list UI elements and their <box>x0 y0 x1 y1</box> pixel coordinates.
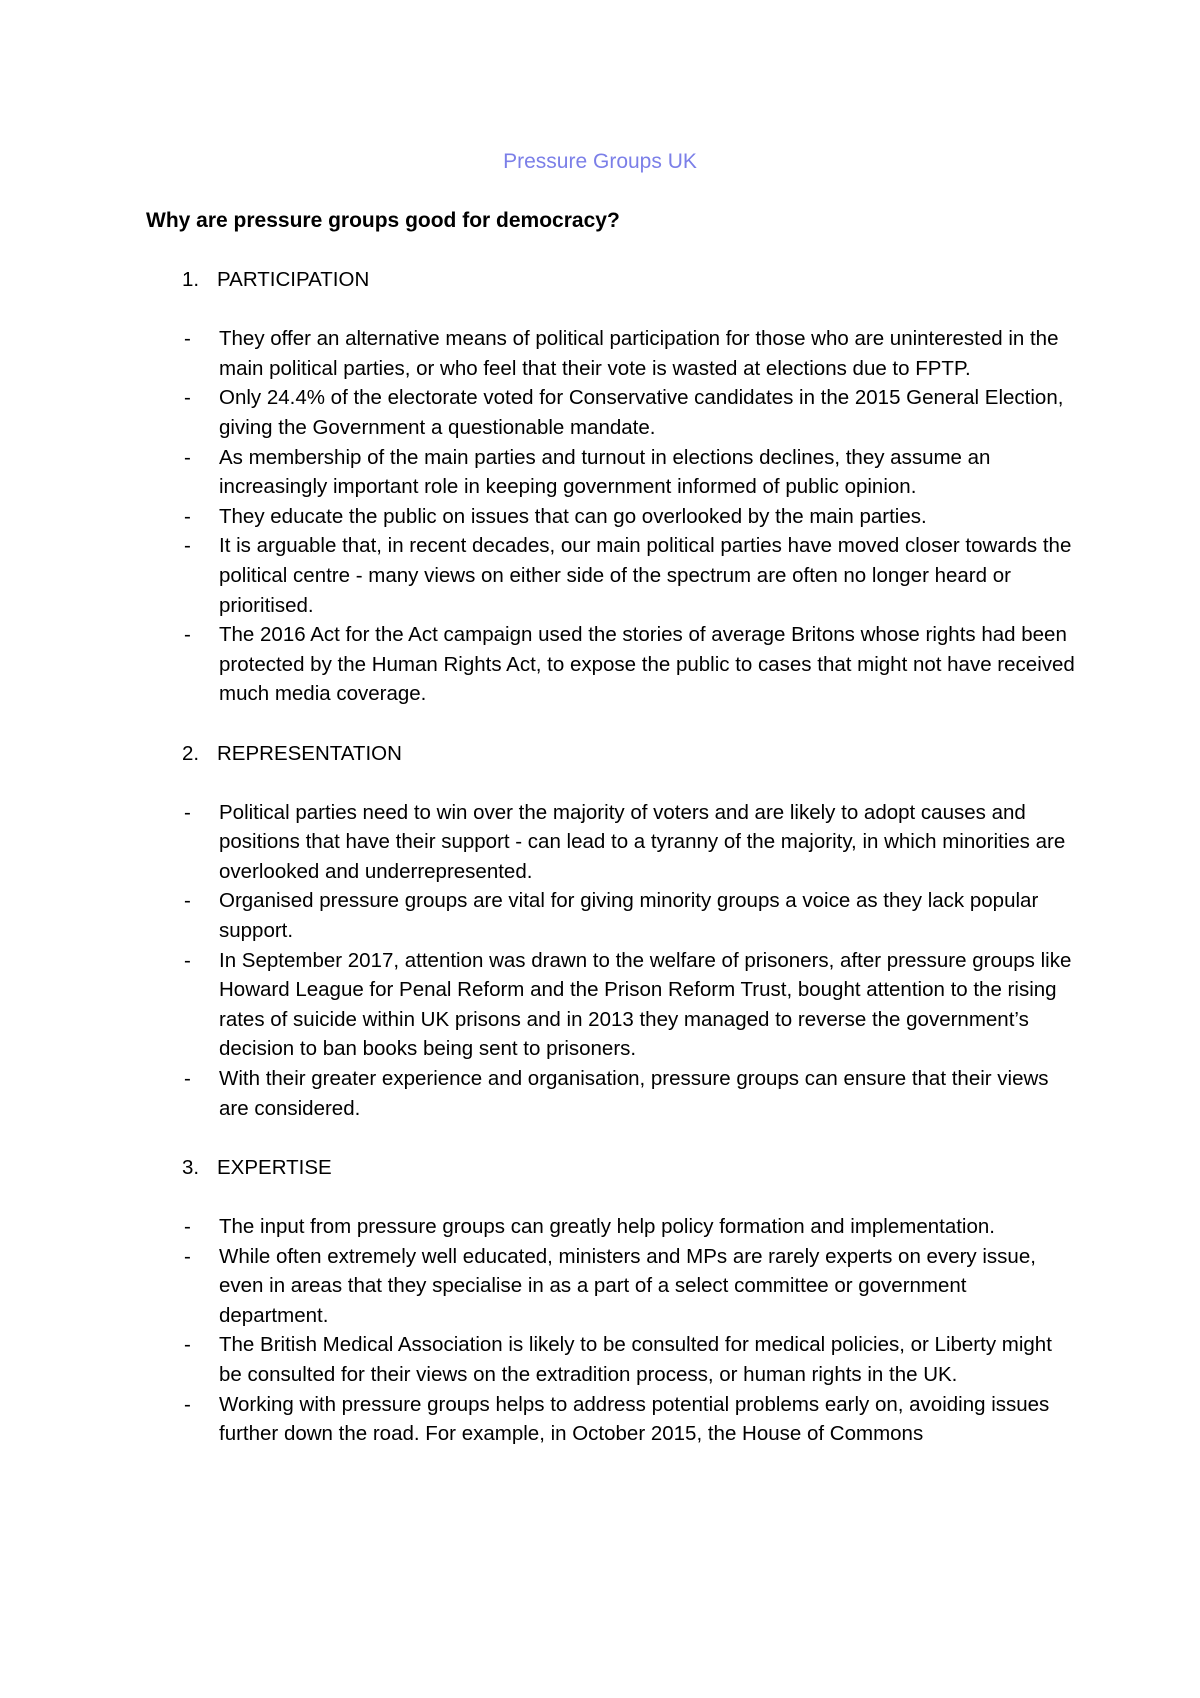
list-item <box>146 1064 1076 1123</box>
list-item-text: The input from pressure groups can greatly help policy formation and implementation. <box>219 1215 995 1238</box>
dash-bullet-icon: - <box>184 386 191 410</box>
bullet-list-participation <box>146 324 1076 709</box>
list-item-text: Only 24.4% of the electorate voted for Conservative candidates in the 2015 General Election, giving the Government a questionable mandate. <box>219 386 1064 439</box>
question-heading: Why are pressure groups good for democracy? <box>146 209 620 232</box>
dash-bullet-icon: - <box>184 1333 191 1357</box>
dash-bullet-icon: - <box>184 1392 191 1416</box>
dash-bullet-icon: - <box>184 1244 191 1268</box>
list-item-text: They offer an alternative means of political participation for those who are uninterested in the main political parties, or who feel that their vote is wasted at elections due to FPTP. <box>219 327 1059 380</box>
list-item-text: With their greater experience and organisation, pressure groups can ensure that their views are considered. <box>219 1067 1049 1120</box>
list-item-text: Organised pressure groups are vital for giving minority groups a voice as they lack popular support. <box>219 889 1039 943</box>
list-item <box>146 1212 1076 1242</box>
bullet-list-expertise <box>146 1212 1076 1449</box>
section-title: REPRESENTATION <box>217 741 402 765</box>
document-title: Pressure Groups UK <box>503 150 697 173</box>
list-item-text: In September 2017, attention was drawn to the welfare of prisoners, after pressure groups like Howard League for Penal Reform and the Prison Reform Trust, bought attention to the rising rates of suicide within UK prisons and in 2013 they managed to reverse the government’s decision to ban books being sent to prisoners. <box>219 948 1072 1061</box>
list-item <box>146 1390 1076 1449</box>
dash-bullet-icon: - <box>184 327 191 351</box>
list-item-text: It is arguable that, in recent decades, our main political parties have moved closer towards the political centre - many views on either side of the spectrum are often no longer heard or prioritised. <box>219 534 1072 617</box>
section-heading-participation <box>146 265 1076 295</box>
list-item-text: Political parties need to win over the majority of voters and are likely to adopt causes and positions that have their support - can lead to a tyranny of the majority, in which minorities are overlooked and underrepresented. <box>219 800 1066 883</box>
dash-bullet-icon: - <box>184 948 191 972</box>
list-item-text: They educate the public on issues that can go overlooked by the main parties. <box>219 504 927 528</box>
list-item <box>146 798 1076 887</box>
bullet-list-representation <box>146 798 1076 1124</box>
list-item <box>146 886 1076 945</box>
list-item <box>146 1242 1076 1331</box>
section-number: 3. <box>182 1155 200 1179</box>
list-item-text: While often extremely well educated, ministers and MPs are rarely experts on every issue, even in areas that they specialise in as a part of a select committee or government department. <box>219 1244 1036 1327</box>
section-title: PARTICIPATION <box>217 268 370 291</box>
list-item <box>146 946 1076 1064</box>
list-item-text: The British Medical Association is likely to be consulted for medical policies, or Liberty might be consulted for their views on the extradition process, or human rights in the UK. <box>219 1333 1052 1386</box>
dash-bullet-icon: - <box>184 534 191 558</box>
list-item <box>146 531 1076 620</box>
list-item <box>146 1330 1076 1389</box>
dash-bullet-icon: - <box>184 623 191 647</box>
dash-bullet-icon: - <box>184 800 191 824</box>
section-heading-representation <box>146 739 1076 769</box>
dash-bullet-icon: - <box>184 889 191 913</box>
list-item <box>146 324 1076 383</box>
dash-bullet-icon: - <box>184 1215 191 1238</box>
list-item <box>146 620 1076 709</box>
section-title: EXPERTISE <box>217 1155 332 1179</box>
list-item-text: As membership of the main parties and turnout in elections declines, they assume an increasingly important role in keeping government informed of public opinion. <box>219 445 991 499</box>
list-item <box>146 443 1076 502</box>
dash-bullet-icon: - <box>184 1067 191 1091</box>
dash-bullet-icon: - <box>184 445 191 469</box>
dash-bullet-icon: - <box>184 504 191 528</box>
section-heading-expertise <box>146 1153 1076 1183</box>
list-item-text: Working with pressure groups helps to address potential problems early on, avoiding issues further down the road. For example, in October 2015, the House of Commons <box>219 1392 1050 1446</box>
list-item <box>146 502 1076 532</box>
list-item-text: The 2016 Act for the Act campaign used the stories of average Britons whose rights had been protected by the Human Rights Act, to expose the public to cases that might not have received much media coverage. <box>219 623 1075 706</box>
section-number: 2. <box>182 741 200 765</box>
section-number: 1. <box>182 268 200 291</box>
list-item <box>146 383 1076 442</box>
document-body <box>146 265 1076 1449</box>
